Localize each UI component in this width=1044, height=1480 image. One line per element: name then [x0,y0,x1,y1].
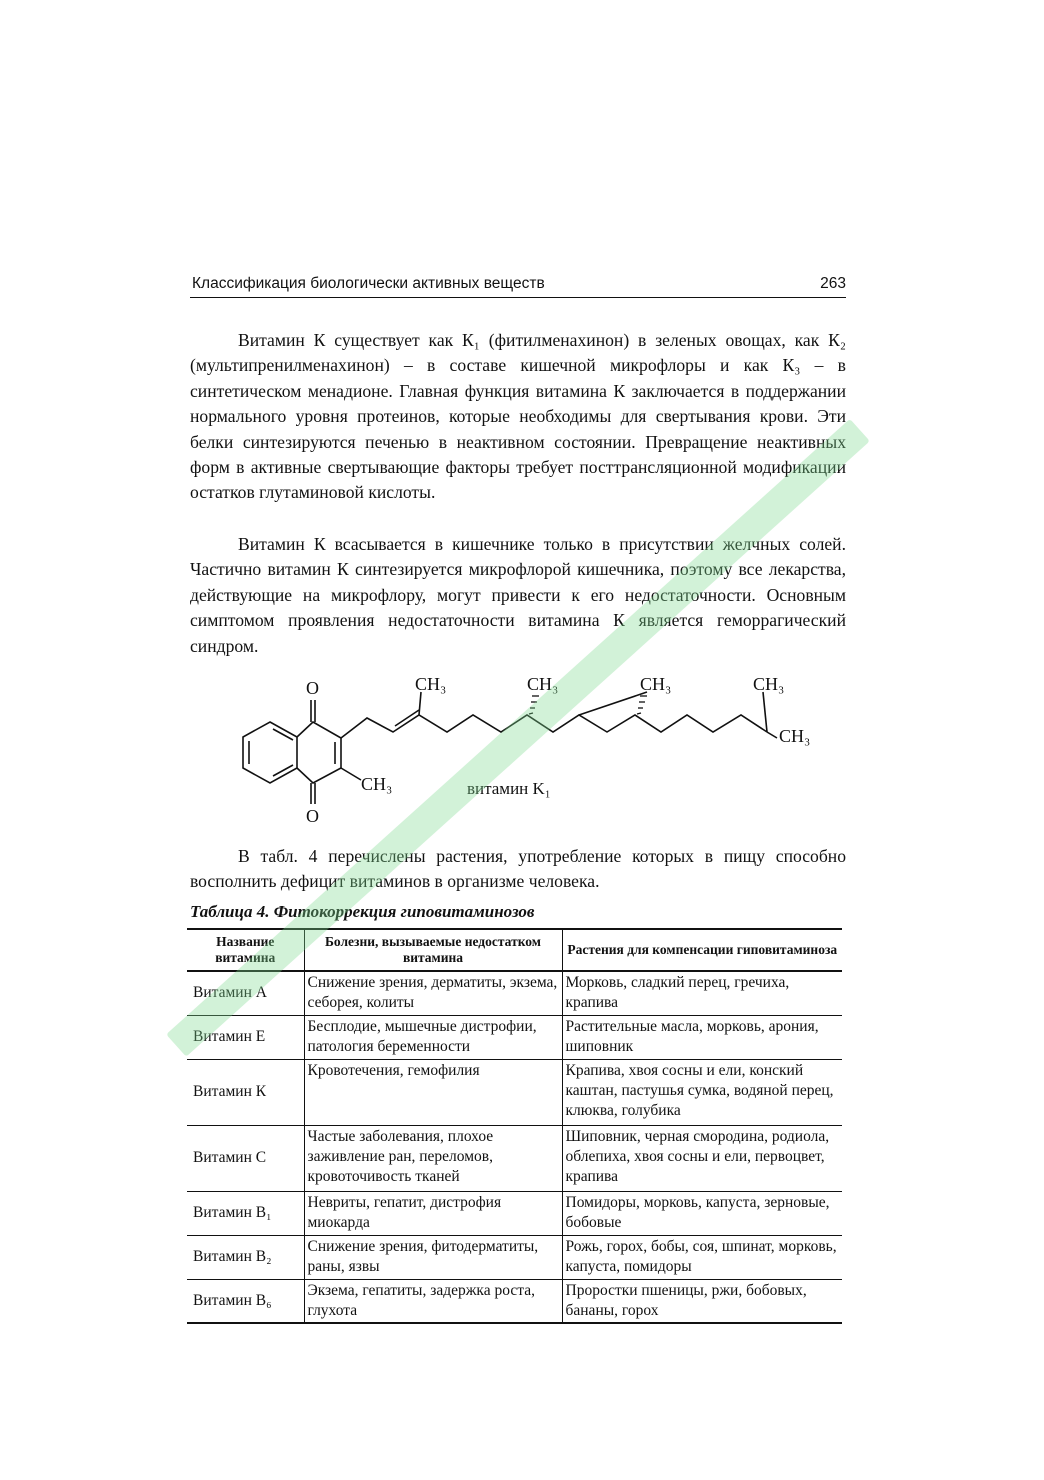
plants-cell: Морковь, сладкий перец, гречиха, крапива [562,971,842,1015]
oxygen-bottom: O [306,806,319,826]
table-row [187,971,842,1015]
plants-cell: Крапива, хвоя сосны и ели, конский каштан, пастушья сумка, водяной перец, клюква, голубика [562,1059,842,1125]
vitamin-name: Витамин А [187,971,304,1015]
vitamin-name: Витамин Е [187,1015,304,1059]
header-title: Классификация биологически активных веществ [192,275,545,292]
page-number: 263 [820,275,846,292]
plants-cell: Рожь, горох, бобы, соя, шпинат, морковь, капуста, помидоры [562,1235,842,1279]
diseases-cell: Кровотечения, гемофилия [304,1059,562,1125]
table-row [187,1279,842,1323]
plants-cell: Шиповник, черная смородина, родиола, облепиха, хвоя сосны и ели, первоцвет, крапива [562,1125,842,1191]
vitamin-table [187,928,842,1324]
table-caption: Таблица 4. Фитокоррекция гиповитаминозов [190,902,535,921]
diseases-cell: Снижение зрения, фитодерматиты, раны, язвы [304,1235,562,1279]
vitamin-name: Витамин К [187,1059,304,1125]
diseases-cell: Невриты, гепатит, дистрофия миокарда [304,1191,562,1235]
plants-cell: Помидоры, морковь, капуста, зерновые, бобовые [562,1191,842,1235]
table-row [187,1235,842,1279]
diseases-cell: Бесплодие, мышечные дистрофии, патология беременности [304,1015,562,1059]
plants-cell: Растительные масла, морковь, арония, шиповник [562,1015,842,1059]
ch3-chain-1: CH₃ [415,674,447,694]
vitamin-name: Витамин В₆ [187,1279,304,1323]
table-header-row [187,929,842,971]
ch3-ring: CH₃ [361,774,393,794]
paragraph-text: Витамин К существует как К₁ (фитилменахинон) в зеленых овощах, как К₂ (мультипренилменахинон) – в составе кишечной микрофлоры и как К₃ – в синтетическом менадионе. Главная функция витамина К заключается в поддержании нормального уровня протеинов, которые необходимы для свертывания крови. Эти белки синтезируются печенью в неактивном состоянии. Превращение неактивных форм в активные свертывающие факторы требует посттрансляционной модификации остатков глутаминовой кислоты. [190,330,846,503]
table-row [187,1125,842,1191]
ch3-chain-end: CH₃ [779,726,811,746]
header-plants: Растения для компенсации гиповитаминоза [562,929,842,971]
plants-cell: Проростки пшеницы, ржи, бобовых, бананы, горох [562,1279,842,1323]
paragraph-text: Витамин К всасывается в кишечнике только в присутствии желчных солей. Частично витамин К синтезируется микрофлорой кишечника, поэтому все лекарства, действующие на микрофлору, могут привести к его недостаточности. Основным симптомом проявления недостаточности витамина К является геморрагический синдром. [190,534,846,656]
diseases-cell: Экзема, гепатиты, задержка роста, глухота [304,1279,562,1323]
ch3-chain-4: CH₃ [753,674,785,694]
formula-caption: витамин K₁ [467,779,551,798]
ch3-chain-2: CH₃ [527,674,559,694]
vitamin-name: Витамин С [187,1125,304,1191]
paragraph-2 [190,532,846,659]
paragraph-text: В табл. 4 перечислены растения, употребление которых в пищу способно восполнить дефицит витаминов в организме человека. [190,846,846,892]
vitamin-name: Витамин В₂ [187,1235,304,1279]
vitamin-name: Витамин В₁ [187,1191,304,1235]
table-row [187,1015,842,1059]
diseases-cell: Частые заболевания, плохое заживление ран, переломов, кровоточивость тканей [304,1125,562,1191]
header-vitamin: Название витамина [187,929,304,971]
paragraph-3 [190,844,846,895]
ch3-chain-3: CH₃ [640,674,672,694]
header-diseases: Болезни, вызываемые недостатком витамина [304,929,562,971]
paragraph-1 [190,328,846,506]
diseases-cell: Снижение зрения, дерматиты, экзема, себорея, колиты [304,971,562,1015]
oxygen-top: O [306,678,319,698]
table-row [187,1191,842,1235]
vitamin-k1-structure [215,670,835,830]
running-header [190,273,846,298]
table-row [187,1059,842,1125]
